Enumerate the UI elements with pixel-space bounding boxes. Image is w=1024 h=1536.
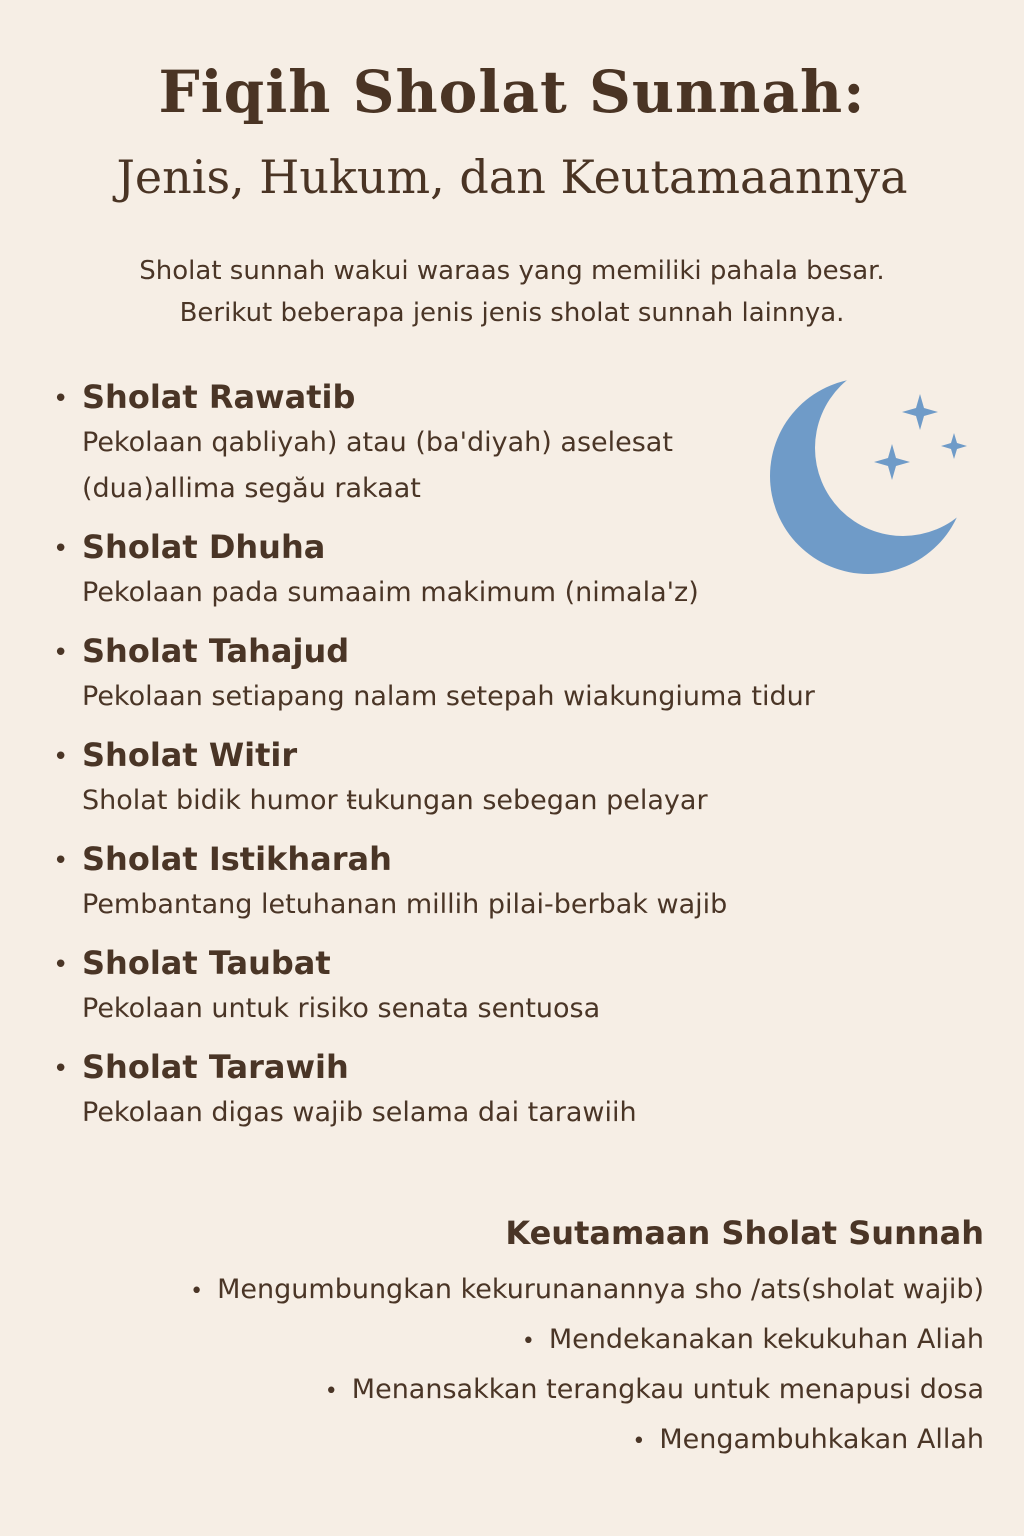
- item-description: Pekolaan digas wajib selama dai tarawiih: [82, 1097, 637, 1128]
- keutamaan-item-text: Mengumbungkan kekurunanannya sho /ats(sholat wajib): [217, 1274, 984, 1305]
- bullet: •: [53, 950, 69, 980]
- bullet: •: [53, 846, 69, 876]
- item-description: Pekolaan setiapang nalam setepah wiakungiuma tidur: [82, 681, 815, 712]
- list-item: [48, 940, 908, 1032]
- item-title: Sholat Istikharah: [82, 840, 392, 878]
- list-item: [190, 1416, 984, 1466]
- sholat-types-list: [48, 374, 908, 1148]
- bullet: •: [632, 1429, 646, 1454]
- list-item: [48, 836, 908, 928]
- list-item: [190, 1316, 984, 1366]
- page-subtitle: Jenis, Hukum, dan Keutamaannya: [116, 150, 908, 204]
- bullet: •: [53, 1054, 69, 1084]
- bullet: •: [190, 1279, 204, 1304]
- page-title: Fiqih Sholat Sunnah:: [158, 58, 866, 126]
- list-item: [48, 628, 908, 720]
- bullet: •: [521, 1329, 535, 1354]
- item-title: Sholat Tarawih: [82, 1048, 349, 1086]
- bullet: •: [53, 638, 69, 668]
- list-item: [190, 1366, 984, 1416]
- intro-line-1: Sholat sunnah wakui waraas yang memiliki pahala besar.: [139, 256, 885, 286]
- list-item: [190, 1266, 984, 1316]
- intro-text: [0, 250, 1024, 334]
- list-item: [48, 374, 908, 512]
- item-title: Sholat Taubat: [82, 944, 331, 982]
- bullet: •: [53, 384, 69, 414]
- item-title: Sholat Rawatib: [82, 378, 356, 416]
- list-item: [48, 524, 908, 616]
- bullet: •: [53, 742, 69, 772]
- keutamaan-item-text: Mengambuhkakan Allah: [659, 1424, 984, 1455]
- keutamaan-item-text: Menansakkan terangkau untuk menapusi dosa: [351, 1374, 984, 1405]
- list-item: [48, 1044, 908, 1136]
- item-description: Pekolaan untuk risiko senata sentuosa: [82, 993, 601, 1024]
- bullet: •: [53, 534, 69, 564]
- item-title: Sholat Dhuha: [82, 528, 326, 566]
- keutamaan-heading: Keutamaan Sholat Sunnah: [505, 1214, 984, 1252]
- list-item: [48, 732, 908, 824]
- item-title: Sholat Tahajud: [82, 632, 350, 670]
- bullet: •: [324, 1379, 338, 1404]
- keutamaan-list: [190, 1266, 984, 1466]
- item-description: Pembantang letuhanan millih pilai-berbak wajib: [82, 889, 728, 920]
- item-description: Sholat bidik humor ŧukungan sebegan pelayar: [82, 785, 708, 816]
- item-description: Pekolaan qabliyah) atau (ba'diyah) aselesat (dua)allima segău rakaat: [82, 427, 673, 504]
- item-title: Sholat Witir: [82, 736, 298, 774]
- intro-line-2: Berikut beberapa jenis jenis sholat sunnah lainnya.: [179, 298, 845, 328]
- item-description: Pekolaan pada sumaaim makimum (nimala'z): [82, 577, 699, 608]
- keutamaan-item-text: Mendekanakan kekukuhan Aliah: [548, 1324, 984, 1355]
